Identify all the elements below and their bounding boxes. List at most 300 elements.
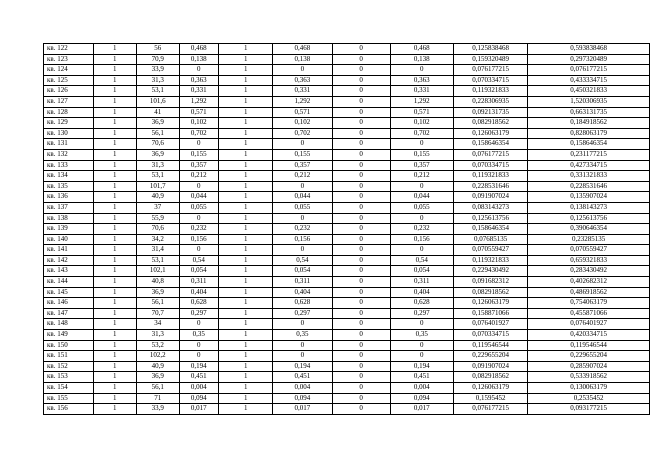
value-cell: 0,054 [179, 266, 219, 277]
apartment-cell: кв. 131 [44, 139, 94, 150]
table-row [44, 266, 650, 277]
factor-cell: 1 [219, 245, 273, 256]
factor-cell: 1 [219, 372, 273, 383]
share-cell: 0,119321833 [453, 86, 527, 97]
apartment-cell: кв. 153 [44, 372, 94, 383]
zero-cell: 0 [332, 393, 390, 404]
area-cell: 31,3 [136, 75, 179, 86]
count-cell: 1 [93, 128, 136, 139]
apartment-cell: кв. 143 [44, 266, 94, 277]
sum-cell: 0,390646354 [528, 224, 650, 235]
factor-cell: 1 [219, 266, 273, 277]
value-cell: 0,331 [179, 86, 219, 97]
factor-cell: 1 [219, 404, 273, 415]
zero-cell: 0 [332, 255, 390, 266]
zero-cell: 0 [332, 65, 390, 76]
table-row [44, 139, 650, 150]
zero-cell: 0 [332, 266, 390, 277]
factor-cell: 1 [219, 65, 273, 76]
value-cell: 0 [179, 351, 219, 362]
zero-cell: 0 [332, 287, 390, 298]
table-body [44, 44, 650, 415]
table-row [44, 118, 650, 129]
count-cell: 1 [93, 266, 136, 277]
apartment-cell: кв. 144 [44, 277, 94, 288]
share-cell: 0,076177215 [453, 149, 527, 160]
share-cell: 0,229655204 [453, 351, 527, 362]
value-cell: 0,311 [179, 277, 219, 288]
adjusted-value-cell: 0,094 [273, 393, 332, 404]
share-cell: 0,082918562 [453, 118, 527, 129]
share-cell: 0,091682312 [453, 277, 527, 288]
count-cell: 1 [93, 65, 136, 76]
total-value-cell: 0,138 [390, 54, 453, 65]
share-cell: 0,076177215 [453, 65, 527, 76]
value-cell: 0,004 [179, 383, 219, 394]
count-cell: 1 [93, 234, 136, 245]
total-value-cell: 0,297 [390, 308, 453, 319]
apartment-cell: кв. 136 [44, 192, 94, 203]
zero-cell: 0 [332, 234, 390, 245]
adjusted-value-cell: 0,232 [273, 224, 332, 235]
area-cell: 36,9 [136, 118, 179, 129]
share-cell: 0,091907024 [453, 361, 527, 372]
area-cell: 102,2 [136, 351, 179, 362]
factor-cell: 1 [219, 86, 273, 97]
table-row [44, 128, 650, 139]
apartment-cell: кв. 137 [44, 202, 94, 213]
count-cell: 1 [93, 149, 136, 160]
total-value-cell: 0,311 [390, 277, 453, 288]
area-cell: 34 [136, 319, 179, 330]
adjusted-value-cell: 0,331 [273, 86, 332, 97]
share-cell: 0,119321833 [453, 255, 527, 266]
factor-cell: 1 [219, 213, 273, 224]
area-cell: 70,6 [136, 139, 179, 150]
adjusted-value-cell: 0,156 [273, 234, 332, 245]
apartment-cell: кв. 130 [44, 128, 94, 139]
factor-cell: 1 [219, 44, 273, 55]
area-cell: 33,9 [136, 65, 179, 76]
area-cell: 53,1 [136, 171, 179, 182]
table-row [44, 65, 650, 76]
apartment-cell: кв. 135 [44, 181, 94, 192]
share-cell: 0,158871066 [453, 308, 527, 319]
adjusted-value-cell: 0 [273, 65, 332, 76]
sum-cell: 0,229655204 [528, 351, 650, 362]
zero-cell: 0 [332, 128, 390, 139]
value-cell: 0,232 [179, 224, 219, 235]
table-row [44, 44, 650, 55]
share-cell: 0,083143273 [453, 202, 527, 213]
count-cell: 1 [93, 277, 136, 288]
sum-cell: 0,135907024 [528, 192, 650, 203]
share-cell: 0,228531646 [453, 181, 527, 192]
total-value-cell: 0,363 [390, 75, 453, 86]
value-cell: 0,094 [179, 393, 219, 404]
count-cell: 1 [93, 351, 136, 362]
factor-cell: 1 [219, 330, 273, 341]
table-row [44, 287, 650, 298]
total-value-cell: 0,055 [390, 202, 453, 213]
area-cell: 55,9 [136, 213, 179, 224]
factor-cell: 1 [219, 160, 273, 171]
sum-cell: 0,138143273 [528, 202, 650, 213]
area-cell: 31,3 [136, 330, 179, 341]
adjusted-value-cell: 0 [273, 319, 332, 330]
value-cell: 0,102 [179, 118, 219, 129]
value-cell: 0 [179, 181, 219, 192]
adjusted-value-cell: 0,404 [273, 287, 332, 298]
apartment-cell: кв. 149 [44, 330, 94, 341]
adjusted-value-cell: 0,311 [273, 277, 332, 288]
zero-cell: 0 [332, 149, 390, 160]
apartment-cell: кв. 128 [44, 107, 94, 118]
total-value-cell: 0,451 [390, 372, 453, 383]
zero-cell: 0 [332, 118, 390, 129]
table-row [44, 149, 650, 160]
factor-cell: 1 [219, 234, 273, 245]
area-cell: 33,9 [136, 404, 179, 415]
zero-cell: 0 [332, 160, 390, 171]
adjusted-value-cell: 0,357 [273, 160, 332, 171]
share-cell: 0,228306935 [453, 96, 527, 107]
adjusted-value-cell: 0,212 [273, 171, 332, 182]
area-cell: 53,1 [136, 86, 179, 97]
factor-cell: 1 [219, 277, 273, 288]
table-row [44, 351, 650, 362]
factor-cell: 1 [219, 107, 273, 118]
apartment-cell: кв. 133 [44, 160, 94, 171]
count-cell: 1 [93, 181, 136, 192]
sum-cell: 0,231177215 [528, 149, 650, 160]
total-value-cell: 0 [390, 65, 453, 76]
share-cell: 0,076401927 [453, 319, 527, 330]
count-cell: 1 [93, 319, 136, 330]
value-cell: 0,055 [179, 202, 219, 213]
apartment-cell: кв. 146 [44, 298, 94, 309]
count-cell: 1 [93, 404, 136, 415]
sum-cell: 0,533918562 [528, 372, 650, 383]
table-row [44, 75, 650, 86]
zero-cell: 0 [332, 54, 390, 65]
adjusted-value-cell: 0,35 [273, 330, 332, 341]
adjusted-value-cell: 0,044 [273, 192, 332, 203]
count-cell: 1 [93, 118, 136, 129]
adjusted-value-cell: 0,571 [273, 107, 332, 118]
area-cell: 36,9 [136, 149, 179, 160]
area-cell: 36,9 [136, 287, 179, 298]
count-cell: 1 [93, 340, 136, 351]
apartment-cell: кв. 150 [44, 340, 94, 351]
apartment-cell: кв. 148 [44, 319, 94, 330]
share-cell: 0,076177215 [453, 404, 527, 415]
adjusted-value-cell: 0,155 [273, 149, 332, 160]
adjusted-value-cell: 0,363 [273, 75, 332, 86]
table-row [44, 361, 650, 372]
zero-cell: 0 [332, 44, 390, 55]
factor-cell: 1 [219, 255, 273, 266]
table-row [44, 277, 650, 288]
area-cell: 53,1 [136, 255, 179, 266]
apartment-cell: кв. 142 [44, 255, 94, 266]
adjusted-value-cell: 0,102 [273, 118, 332, 129]
factor-cell: 1 [219, 383, 273, 394]
table-row [44, 202, 650, 213]
area-cell: 40,8 [136, 277, 179, 288]
value-cell: 0 [179, 245, 219, 256]
total-value-cell: 0,35 [390, 330, 453, 341]
total-value-cell: 0,102 [390, 118, 453, 129]
adjusted-value-cell: 0,702 [273, 128, 332, 139]
share-cell: 0,082918562 [453, 287, 527, 298]
adjusted-value-cell: 0,54 [273, 255, 332, 266]
zero-cell: 0 [332, 340, 390, 351]
share-cell: 0,126063179 [453, 383, 527, 394]
adjusted-value-cell: 0 [273, 351, 332, 362]
apartment-cell: кв. 140 [44, 234, 94, 245]
factor-cell: 1 [219, 287, 273, 298]
area-cell: 31,3 [136, 160, 179, 171]
share-cell: 0,125613756 [453, 213, 527, 224]
share-cell: 0,158646354 [453, 139, 527, 150]
zero-cell: 0 [332, 308, 390, 319]
factor-cell: 1 [219, 171, 273, 182]
area-cell: 56,1 [136, 128, 179, 139]
sum-cell: 0,486918562 [528, 287, 650, 298]
area-cell: 40,9 [136, 361, 179, 372]
share-cell: 0,091907024 [453, 192, 527, 203]
apartment-cell: кв. 122 [44, 44, 94, 55]
adjusted-value-cell: 0,004 [273, 383, 332, 394]
sum-cell: 0,331321833 [528, 171, 650, 182]
zero-cell: 0 [332, 75, 390, 86]
value-cell: 0,297 [179, 308, 219, 319]
adjusted-value-cell: 0,055 [273, 202, 332, 213]
table-row [44, 224, 650, 235]
share-cell: 0,126063179 [453, 298, 527, 309]
count-cell: 1 [93, 107, 136, 118]
table-row [44, 319, 650, 330]
table-row [44, 298, 650, 309]
value-cell: 0,54 [179, 255, 219, 266]
value-cell: 0,571 [179, 107, 219, 118]
value-cell: 0 [179, 340, 219, 351]
table-row [44, 96, 650, 107]
sum-cell: 0,420334715 [528, 330, 650, 341]
count-cell: 1 [93, 86, 136, 97]
count-cell: 1 [93, 383, 136, 394]
total-value-cell: 0 [390, 213, 453, 224]
apartment-cell: кв. 132 [44, 149, 94, 160]
value-cell: 0,702 [179, 128, 219, 139]
value-cell: 0,628 [179, 298, 219, 309]
apartment-cell: кв. 155 [44, 393, 94, 404]
zero-cell: 0 [332, 86, 390, 97]
table-row [44, 330, 650, 341]
total-value-cell: 0 [390, 340, 453, 351]
sum-cell: 0,663131735 [528, 107, 650, 118]
sum-cell: 0,184918562 [528, 118, 650, 129]
area-cell: 31,4 [136, 245, 179, 256]
share-cell: 0,092131735 [453, 107, 527, 118]
total-value-cell: 0 [390, 351, 453, 362]
factor-cell: 1 [219, 308, 273, 319]
table-row [44, 192, 650, 203]
share-cell: 0,159320489 [453, 54, 527, 65]
apartment-cell: кв. 129 [44, 118, 94, 129]
sum-cell: 0,228531646 [528, 181, 650, 192]
total-value-cell: 0,628 [390, 298, 453, 309]
adjusted-value-cell: 0,451 [273, 372, 332, 383]
sum-cell: 0,076177215 [528, 65, 650, 76]
sum-cell: 0,433334715 [528, 75, 650, 86]
total-value-cell: 0,54 [390, 255, 453, 266]
total-value-cell: 0,404 [390, 287, 453, 298]
share-cell: 0,119546544 [453, 340, 527, 351]
factor-cell: 1 [219, 393, 273, 404]
area-cell: 56,1 [136, 298, 179, 309]
zero-cell: 0 [332, 383, 390, 394]
total-value-cell: 0,212 [390, 171, 453, 182]
zero-cell: 0 [332, 404, 390, 415]
total-value-cell: 0,004 [390, 383, 453, 394]
count-cell: 1 [93, 287, 136, 298]
area-cell: 34,2 [136, 234, 179, 245]
count-cell: 1 [93, 308, 136, 319]
area-cell: 53,2 [136, 340, 179, 351]
sum-cell: 0,285907024 [528, 361, 650, 372]
value-cell: 0,044 [179, 192, 219, 203]
table-row [44, 372, 650, 383]
table-row [44, 393, 650, 404]
share-cell: 0,070334715 [453, 160, 527, 171]
factor-cell: 1 [219, 340, 273, 351]
adjusted-value-cell: 0,297 [273, 308, 332, 319]
area-cell: 56,1 [136, 383, 179, 394]
zero-cell: 0 [332, 319, 390, 330]
apartment-cell: кв. 123 [44, 54, 94, 65]
value-cell: 0,357 [179, 160, 219, 171]
count-cell: 1 [93, 44, 136, 55]
table-row [44, 213, 650, 224]
value-cell: 0,468 [179, 44, 219, 55]
zero-cell: 0 [332, 192, 390, 203]
count-cell: 1 [93, 54, 136, 65]
value-cell: 0 [179, 139, 219, 150]
table-row [44, 234, 650, 245]
value-cell: 0 [179, 65, 219, 76]
value-cell: 0,017 [179, 404, 219, 415]
sum-cell: 0,158646354 [528, 139, 650, 150]
value-cell: 0,404 [179, 287, 219, 298]
total-value-cell: 0,331 [390, 86, 453, 97]
factor-cell: 1 [219, 181, 273, 192]
apartment-cell: кв. 127 [44, 96, 94, 107]
zero-cell: 0 [332, 107, 390, 118]
area-cell: 40,9 [136, 192, 179, 203]
sum-cell: 0,402682312 [528, 277, 650, 288]
adjusted-value-cell: 1,292 [273, 96, 332, 107]
factor-cell: 1 [219, 54, 273, 65]
table-row [44, 340, 650, 351]
adjusted-value-cell: 0 [273, 139, 332, 150]
area-cell: 70,7 [136, 308, 179, 319]
share-cell: 0,070559427 [453, 245, 527, 256]
area-cell: 102,1 [136, 266, 179, 277]
total-value-cell: 0,702 [390, 128, 453, 139]
area-cell: 70,6 [136, 224, 179, 235]
total-value-cell: 0,571 [390, 107, 453, 118]
adjusted-value-cell: 0 [273, 213, 332, 224]
sum-cell: 0,119546544 [528, 340, 650, 351]
total-value-cell: 0,468 [390, 44, 453, 55]
area-cell: 36,9 [136, 372, 179, 383]
count-cell: 1 [93, 96, 136, 107]
table-row [44, 54, 650, 65]
sum-cell: 0,093177215 [528, 404, 650, 415]
value-cell: 0,156 [179, 234, 219, 245]
share-cell: 0,125838468 [453, 44, 527, 55]
area-cell: 101,6 [136, 96, 179, 107]
value-cell: 0,138 [179, 54, 219, 65]
factor-cell: 1 [219, 118, 273, 129]
total-value-cell: 0,054 [390, 266, 453, 277]
apartment-data-table [43, 43, 650, 415]
adjusted-value-cell: 0,628 [273, 298, 332, 309]
factor-cell: 1 [219, 298, 273, 309]
sum-cell: 1,520306935 [528, 96, 650, 107]
total-value-cell: 0,194 [390, 361, 453, 372]
value-cell: 0,35 [179, 330, 219, 341]
value-cell: 0,155 [179, 149, 219, 160]
total-value-cell: 0,232 [390, 224, 453, 235]
sum-cell: 0,427334715 [528, 160, 650, 171]
count-cell: 1 [93, 393, 136, 404]
zero-cell: 0 [332, 224, 390, 235]
share-cell: 0,119321833 [453, 171, 527, 182]
zero-cell: 0 [332, 351, 390, 362]
share-cell: 0,1595452 [453, 393, 527, 404]
apartment-cell: кв. 154 [44, 383, 94, 394]
apartment-cell: кв. 125 [44, 75, 94, 86]
value-cell: 0,363 [179, 75, 219, 86]
area-cell: 70,9 [136, 54, 179, 65]
count-cell: 1 [93, 330, 136, 341]
value-cell: 0 [179, 213, 219, 224]
apartment-cell: кв. 156 [44, 404, 94, 415]
sum-cell: 0,297320489 [528, 54, 650, 65]
count-cell: 1 [93, 255, 136, 266]
value-cell: 1,292 [179, 96, 219, 107]
count-cell: 1 [93, 298, 136, 309]
zero-cell: 0 [332, 330, 390, 341]
factor-cell: 1 [219, 202, 273, 213]
total-value-cell: 0,155 [390, 149, 453, 160]
adjusted-value-cell: 0,194 [273, 361, 332, 372]
sum-cell: 0,828063179 [528, 128, 650, 139]
total-value-cell: 0,017 [390, 404, 453, 415]
sum-cell: 0,593838468 [528, 44, 650, 55]
zero-cell: 0 [332, 245, 390, 256]
share-cell: 0,070334715 [453, 330, 527, 341]
adjusted-value-cell: 0 [273, 245, 332, 256]
apartment-cell: кв. 139 [44, 224, 94, 235]
apartment-cell: кв. 151 [44, 351, 94, 362]
sum-cell: 0,455871066 [528, 308, 650, 319]
adjusted-value-cell: 0 [273, 340, 332, 351]
zero-cell: 0 [332, 277, 390, 288]
